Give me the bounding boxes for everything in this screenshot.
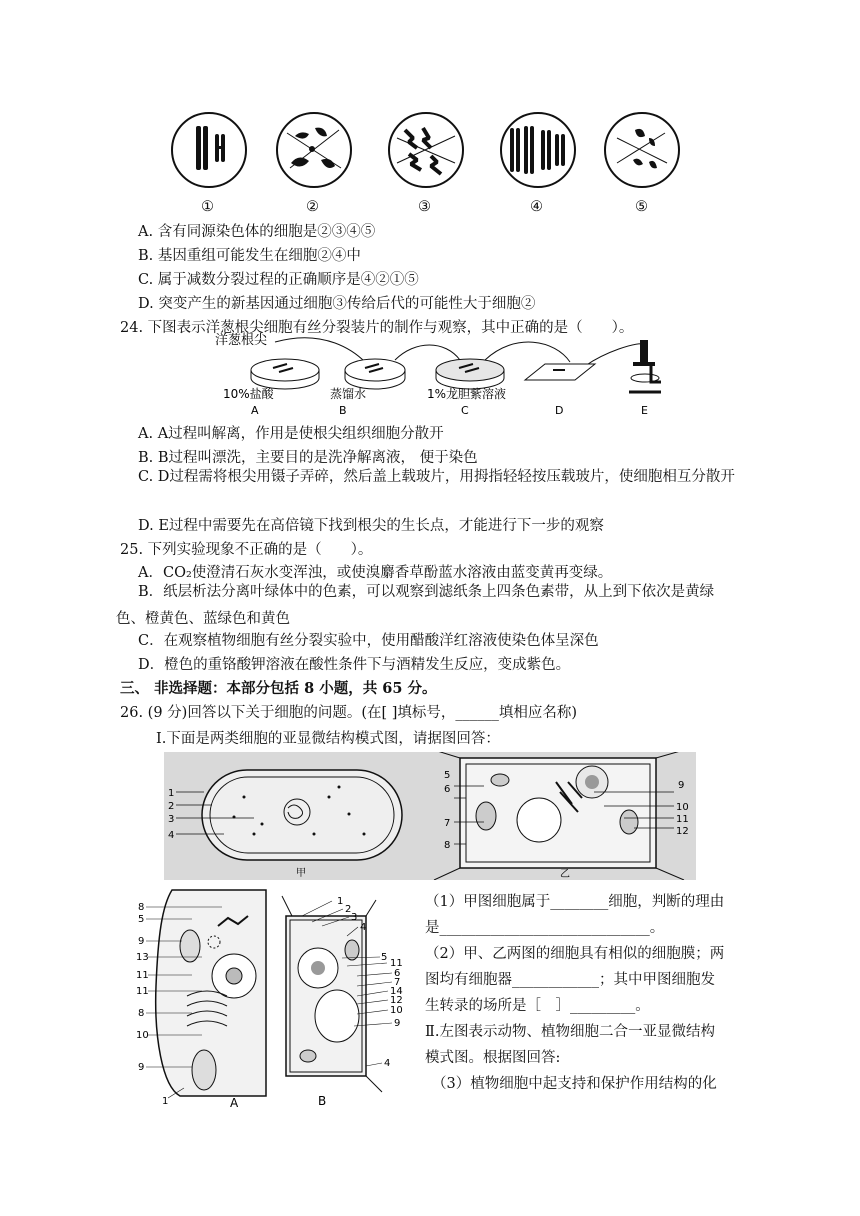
a-label-11b: 11 — [136, 986, 149, 997]
q26-q2-line2: 图均有细胞器____________；其中甲图细胞发 — [425, 972, 715, 988]
q23-option-d: D. 突变产生的新基因通过细胞③传给后代的可能性大于细胞② — [138, 296, 536, 312]
q24-option-b: B. B过程叫漂洗，主要目的是洗净解离液， 便于染色 — [138, 450, 478, 466]
cell-5 — [605, 113, 679, 187]
jia-label-1: 1 — [168, 788, 175, 799]
yi-label-11: 11 — [676, 814, 689, 825]
q25-option-d: D．橙色的重铬酸钾溶液在酸性条件下与酒精发生反应，变成紫色。 — [138, 657, 571, 673]
figure-label-5: ⑤ — [635, 199, 648, 215]
dish-label-c: 1%龙胆紫溶液 — [427, 387, 507, 401]
step-label-d: D — [555, 404, 564, 417]
q24-option-c: C. D过程需将根尖用镊子弄碎，然后盖上载玻片，用拇指轻轻按压载玻片，使细胞相互分散开 — [138, 469, 735, 485]
onion-root-tip-label: 洋葱根尖 — [215, 333, 268, 348]
b-label-1: 1 — [337, 896, 344, 907]
b-label-12: 12 — [390, 995, 403, 1006]
microscope-e — [629, 340, 661, 392]
cell-1 — [172, 113, 246, 187]
dish-label-b: 蒸馏水 — [330, 387, 367, 401]
q26-part2-line2: 模式图。根据图回答: — [425, 1050, 561, 1066]
b-label-4: 4 — [360, 922, 367, 933]
a-label-9b: 9 — [138, 1062, 145, 1073]
q24-stem: 24. 下图表示洋葱根尖细胞有丝分裂装片的制作与观察，其中正确的是（ ）。 — [120, 320, 634, 336]
figure-label-3: ③ — [418, 199, 431, 215]
q26-q2-line3: 生转录的场所是［ ］_________。 — [425, 998, 650, 1014]
cell-structure-figure-1 — [164, 752, 696, 880]
yi-label-7: 7 — [444, 818, 451, 829]
caption-yi: 乙 — [560, 869, 570, 880]
caption-b: B — [318, 1094, 327, 1108]
b-label-4b: 4 — [384, 1058, 391, 1069]
q26-part2-line1: Ⅱ.左图表示动物、植物细胞二合一亚显微结构 — [425, 1024, 715, 1040]
b-label-11: 11 — [390, 958, 403, 969]
a-label-13: 13 — [136, 952, 149, 963]
cell-3 — [389, 113, 463, 187]
step-label-c: C — [461, 404, 469, 417]
b-label-6: 6 — [394, 968, 401, 979]
b-label-9: 9 — [394, 1018, 401, 1029]
slide-d — [525, 364, 595, 380]
a-label-8b: 8 — [138, 1008, 145, 1019]
q25-option-a: A．CO₂使澄清石灰水变浑浊，或使溴麝香草酚蓝水溶液由蓝变黄再变绿。 — [138, 565, 613, 581]
q26-q3-line1: （3）植物细胞中起支持和保护作用结构的化 — [432, 1076, 717, 1092]
yi-label-12: 12 — [676, 826, 689, 837]
step-label-b: B — [339, 404, 347, 417]
yi-label-6: 6 — [444, 784, 451, 795]
plant-cell-b — [282, 896, 382, 1092]
b-label-14: 14 — [390, 986, 403, 997]
q26-q1-line2: 是_____________________________。 — [425, 920, 665, 936]
b-label-10: 10 — [390, 1005, 403, 1016]
step-label-a: A — [251, 404, 259, 417]
figure-label-4: ④ — [530, 199, 543, 215]
dish-b — [345, 359, 405, 389]
q26-q2-line1: （2）甲、乙两图的细胞具有相似的细胞膜；两 — [425, 946, 725, 962]
cell-2 — [277, 113, 351, 187]
caption-jia: 甲 — [296, 868, 306, 879]
figure-label-2: ② — [306, 199, 319, 215]
cell-structure-figure-2 — [132, 886, 412, 1112]
jia-label-2: 2 — [168, 801, 175, 812]
q23-option-a: A. 含有同源染色体的细胞是②③④⑤ — [138, 224, 376, 240]
a-label-8: 8 — [138, 902, 145, 913]
caption-a: A — [230, 1096, 239, 1110]
q24-option-a: A. A过程叫解离，作用是使根尖组织细胞分散开 — [138, 426, 444, 442]
slide-preparation-figure — [215, 332, 675, 418]
yi-label-9: 9 — [678, 780, 685, 791]
dish-label-a: 10%盐酸 — [223, 387, 274, 401]
b-label-3: 3 — [351, 912, 358, 923]
q24-option-d: D. E过程中需要先在高倍镜下找到根尖的生长点，才能进行下一步的观察 — [138, 518, 604, 534]
yi-label-10: 10 — [676, 802, 689, 813]
jia-label-4: 4 — [168, 830, 175, 841]
q23-option-c: C. 属于减数分裂过程的正确顺序是④②①⑤ — [138, 272, 419, 288]
section-3-heading: 三、 非选择题：本部分包括 8 小题，共 65 分。 — [120, 680, 437, 697]
cell-4 — [501, 113, 575, 187]
a-label-5: 5 — [138, 914, 145, 925]
figure-label-1: ① — [201, 199, 214, 215]
q25-option-b: B．纸层析法分离叶绿体中的色素，可以观察到滤纸条上四条色素带，从上到下依次是黄绿色、橙黄色、蓝绿色和黄色 — [116, 584, 715, 627]
animal-cell-a — [156, 890, 266, 1096]
q25-stem: 25. 下列实验现象不正确的是（ ）。 — [120, 542, 373, 558]
plant-cell-yi — [434, 752, 684, 880]
a-label-10: 10 — [136, 1030, 149, 1041]
q25-option-c: C．在观察植物细胞有丝分裂实验中，使用醋酸洋红溶液使染色体呈深色 — [138, 633, 599, 649]
dish-c — [436, 359, 504, 389]
a-label-9: 9 — [138, 936, 145, 947]
q26-stem: 26. (9 分)回答以下关于细胞的问题。(在[ ]填标号，______填相应名称) — [120, 705, 578, 721]
a-label-1: 1 — [162, 1096, 169, 1107]
step-label-e: E — [641, 404, 648, 417]
yi-label-5b: 5 — [444, 770, 451, 781]
b-label-7: 7 — [394, 977, 401, 988]
dish-a — [251, 359, 319, 389]
yi-label-8: 8 — [444, 840, 451, 851]
jia-label-3: 3 — [168, 814, 175, 825]
q26-q1-line1: （1）甲图细胞属于________细胞，判断的理由 — [425, 894, 725, 910]
b-label-2: 2 — [345, 904, 352, 915]
a-label-11a: 11 — [136, 970, 149, 981]
b-label-5: 5 — [381, 952, 388, 963]
q26-part1-heading: Ⅰ.下面是两类细胞的亚显微结构模式图，请据图回答： — [156, 731, 500, 747]
q23-option-b: B. 基因重组可能发生在细胞②④中 — [138, 248, 361, 264]
